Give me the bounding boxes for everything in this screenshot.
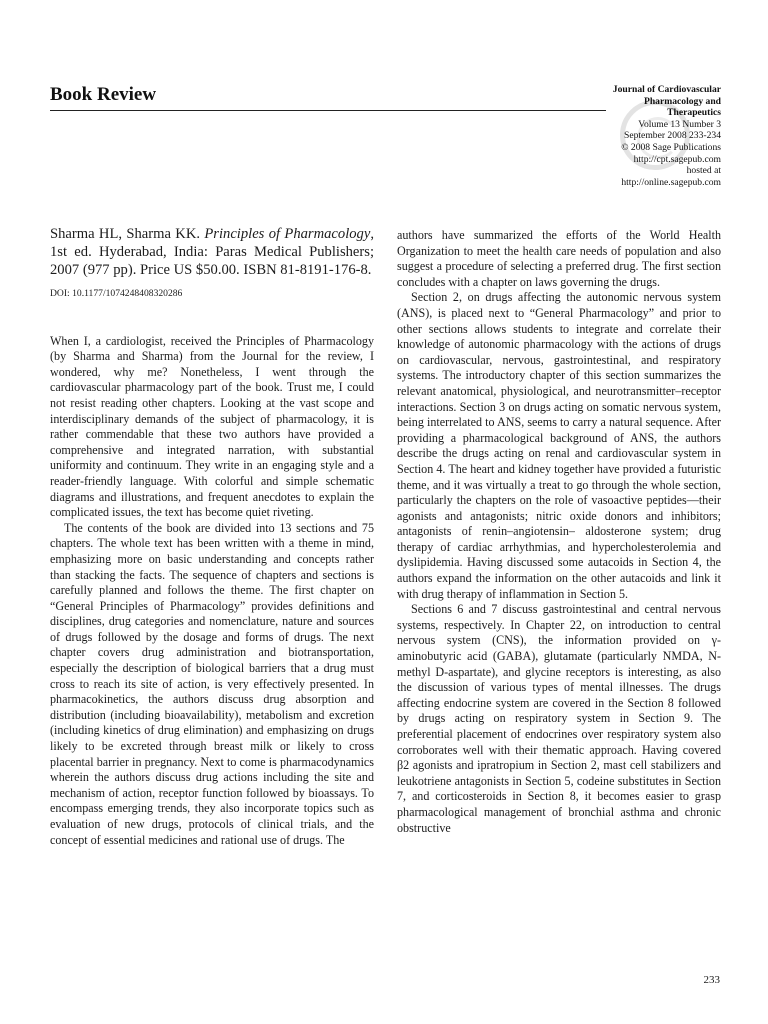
citation-authors: Sharma HL, Sharma KK. <box>50 226 205 242</box>
page-number: 233 <box>703 974 720 986</box>
journal-volume: Volume 13 Number 3 <box>638 118 721 130</box>
citation-details: , 1st ed. Hyderabad, India: Paras Medical Publishers; 2007 (977 pp). Price US $50.00. ISBN 81-8191-176-8. <box>50 226 374 278</box>
journal-url[interactable]: http://cpt.sagepub.com <box>633 153 721 165</box>
journal-name-line2: Pharmacology and <box>643 95 721 107</box>
journal-hosted-at: hosted at <box>686 165 721 177</box>
doi: DOI: 10.1177/1074248408320286 <box>50 288 183 299</box>
section-title: Book Review <box>50 84 157 105</box>
journal-info <box>561 84 721 188</box>
journal-online-url[interactable]: http://online.sagepub.com <box>621 176 721 188</box>
right-paragraph-2: Section 2, on drugs affecting the autonomic nervous system (ANS), is placed next to “General Pharmacology” and prior to other sections allows students to integrate and correlate their knowledge of autonomic pharmacology with the actions of drugs on cardiovascular, nervous, gastrointestinal, and respiratory systems. The introductory chapter of this section summarizes the relevant anatomical, physiological, and neurotransmitter–receptor interactions. Section 3 on drugs acting on somatic nervous system, being interrelated to ANS, seems to carry a natural sequence. After providing a pharmacological background of ANS, the authors describe the drugs acting on renal and cardiovascular system in Section 4. The heart and kidney together have provided a futuristic theme, and it was virtually a treat to go through the whole section, particularly the chapters on the role of vasoactive peptides—their agonists and antagonists; nitric oxide donors and inhibitors; antagonists of renin–angiotensin– aldosterone system; drug therapy of cardiac arrhythmias, and hypercholesterolemia and dyslipidemia. Having discussed some autacoids in Section 4, the authors expand the information on the other autacoids and link it with drug therapy of inflammation in Section 5. <box>397 290 721 601</box>
left-column <box>50 225 374 848</box>
book-citation <box>50 225 374 279</box>
right-paragraph-3: Sections 6 and 7 discuss gastrointestinal and central nervous systems, respectively. In Chapter 22, on introduction to central nervous system (CNS), the information provided on γ-aminobutyric acid (GABA), glutamate (particularly NMDA, N-methyl D-aspartate), and glycine receptors is interesting, as also the discussion of various types of mental illnesses. The drugs affecting endocrine system are covered in the Section 8 followed by drugs acting on respiratory system in Section 9. The preferential placement of endocrines over respiratory system also corroborates well with their thematic approach. Having covered β2 agonists and ipratropium in Section 2, mast cell stabilizers and leukotriene antagonists in Section 5, codeine substitutes in Section 7, and corticosteroids in Section 8, it becomes easier to grasp pharmacological management of bronchial asthma and chronic obstructive <box>397 602 721 835</box>
journal-name-line3: Therapeutics <box>667 107 721 119</box>
right-paragraph-1: authors have summarized the efforts of the World Health Organization to meet the health care needs of population and also suggest a procedure of selecting a preferred drug. The first section concludes with a chapter on laws governing the drugs. <box>397 228 721 289</box>
left-paragraph-1: When I, a cardiologist, received the Principles of Pharmacology (by Sharma and Sharma) from the Journal for the review, I wondered, why me? Nonetheless, I went through the cardiovascular pharmacology part of the book. Trust me, I could not resist reading other chapters. Looking at the vast scope and interdisciplinary demands of the subject of pharmacology, it is rather commendable that these two authors have provided a comprehensive and integrated narration, with substantial uniformity and continuum. They write in an engaging style and a reader-friendly language. With colorful and simple schematic diagrams and illustrations, and frequent anecdotes to explain the complicated issues, the text has become quiet riveting. <box>50 333 374 520</box>
header-rule <box>50 110 606 111</box>
left-paragraph-2: The contents of the book are divided into 13 sections and 75 chapters. The whole text has been written with a theme in mind, emphasizing more on basic understanding and concepts rather than stacking the facts. The sequence of chapters and sections is carefully planned and follows the theme. The first chapter on “General Principles of Pharmacology” provides definitions and disciplines, drug categories and nomenclature, nature and sources of drugs followed by the dosage and forms of drugs. The next chapter covers drug administration and biotransportation, especially the description of biological barriers that a drug must cross to reach its site of action, is very effectively presented. In pharmacokinetics, the authors discuss drug absorption and distribution (including bioavailability), metabolism and excretion (including kinetics of drug elimination) and emphasizing on drugs likely to be excreted through breast milk or likely to cross placental barrier in pregnancy. Next to come is pharmacodynamics wherein the authors discuss drug actions including the site and mechanism of action, receptor function followed by bioassays. To encompass emerging trends, they also incorporate topics such as evaluation of new drugs, protocols of clinical trials, and the concept of essential medicines and rational use of drugs. The <box>50 520 374 847</box>
right-column <box>397 228 721 836</box>
citation-book-title: Principles of Pharmacology <box>204 226 371 242</box>
journal-name-line1: Journal of Cardiovascular <box>612 84 721 95</box>
journal-copyright: © 2008 Sage Publications <box>621 141 721 153</box>
journal-date-pages: September 2008 233-234 <box>624 130 721 142</box>
